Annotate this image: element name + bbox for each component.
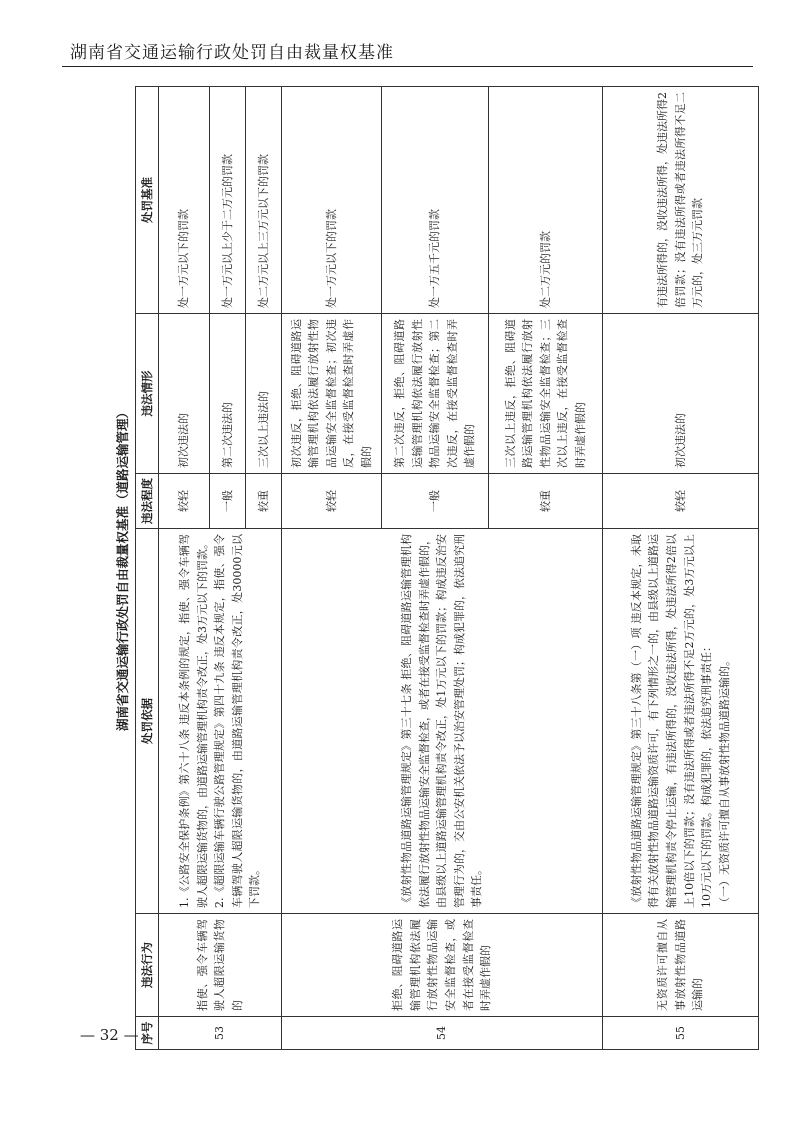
penalty-cell: 处一万元以下的罚款 xyxy=(282,87,382,314)
act-cell: 无资质许可擅自从事放射性物品道路运输的 xyxy=(603,914,759,1017)
penalty-cell: 处一万元以上少于二万元的罚款 xyxy=(210,87,246,314)
situation-cell: 初次违法的 xyxy=(159,314,210,474)
seq-cell: 54 xyxy=(282,1017,603,1050)
basis-paragraph: 2.《超限运输车辆行驶公路管理规定》第四十九条 违反本规定，指使、强令车辆驾驶人超限运输货物的，由道路运输管理机构责令改正，处30000元以下罚款。 xyxy=(213,534,262,908)
seq-cell: 53 xyxy=(159,1017,282,1050)
basis-paragraph: （一）无资质许可擅自从事放射性物品道路运输的。 xyxy=(717,655,731,908)
rotated-table-block xyxy=(111,87,757,1050)
penalty-standard-table xyxy=(135,86,759,1050)
basis-cell xyxy=(603,529,759,914)
header-divider xyxy=(62,66,753,67)
table-title: 湖南省交通运输行政处罚自由裁量权基准（道路运输管理） xyxy=(115,406,130,732)
situation-cell: 第二次违反，拒绝、阻碍道路运输管理机构依法履行放射性物品运输安全监督检查；第二次违反，在接受监督检查时弄虚作假的 xyxy=(382,314,489,474)
situation-cell: 三次以上违法的 xyxy=(246,314,282,474)
basis-paragraph: 《放射性物品道路运输管理规定》第三十八条第（一）项 违反本规定，未取得有关放射性物品道路运输资质许可，有下列情形之一的，由县级以上道路运输管理机构责令停止运输，有违法所得的，没收违法所得，处违法所得2倍以上10倍以下的罚款；没有违法所得或者违法所得不足2万元的，处3万元以上10万元以下的罚款。构成犯罪的，依法追究刑事责任： xyxy=(629,534,714,908)
degree-cell: 较轻 xyxy=(603,474,759,529)
page-header-title: 湖南省交通运输行政处罚自由裁量权基准 xyxy=(70,43,394,63)
degree-cell: 较轻 xyxy=(159,474,210,529)
page-number: — 32 — xyxy=(80,1026,139,1044)
table-header-row xyxy=(136,87,159,1050)
col-header-basis: 处罚依据 xyxy=(136,529,159,914)
seq-cell: 55 xyxy=(603,1017,759,1050)
penalty-cell: 处一万五千元的罚款 xyxy=(382,87,489,314)
degree-cell: 较重 xyxy=(246,474,282,529)
act-cell: 指使、强令车辆驾驶人超限运输货物的 xyxy=(159,914,282,1017)
col-header-act: 违法行为 xyxy=(136,914,159,1017)
col-header-seq: 序号 xyxy=(136,1017,159,1050)
situation-cell: 第二次违法的 xyxy=(210,314,246,474)
penalty-cell: 有违法所得的，没收违法所得，处违法所得2倍罚款；没有违法所得或者违法所得不足二万元的，处三万元罚款 xyxy=(603,87,759,314)
penalty-cell: 处二万元的罚款 xyxy=(489,87,603,314)
situation-cell: 初次违反，拒绝、阻碍道路运输管理机构依法履行放射性物品运输安全监督检查；初次违反，在接受监督检查时弄虚作假的 xyxy=(282,314,382,474)
degree-cell: 一般 xyxy=(382,474,489,529)
basis-paragraph: 《放射性物品道路运输管理规定》第三十七条 拒绝、阻碍道路运输管理机构依法履行放射性物品运输安全监督检查，或者在接受监督检查时弄虚作假的，由县级以上道路运输管理机构责令改正，处1万元以下的罚款；构成违反治安管理行为的，交由公安机关依法予以治安管理处罚；构成犯罪的，依法追究刑事责任。 xyxy=(400,534,484,908)
basis-cell xyxy=(159,529,282,914)
col-header-situation: 违法情形 xyxy=(136,314,159,474)
situation-cell: 初次违法的 xyxy=(603,314,759,474)
table-row xyxy=(282,87,382,1050)
penalty-cell: 处一万元以下的罚款 xyxy=(159,87,210,314)
degree-cell: 较轻 xyxy=(282,474,382,529)
penalty-cell: 处二万元以上三万元以下的罚款 xyxy=(246,87,282,314)
situation-cell: 三次以上违反，拒绝、阻碍道路运输管理机构依法履行放射性物品运输安全监督检查；三次以上违反，在接受监督检查时弄虚作假的 xyxy=(489,314,603,474)
act-cell: 拒绝、阻碍道路运输管理机构依法履行放射性物品运输安全监督检查，或者在接受监督检查时弄虚作假的 xyxy=(282,914,603,1017)
col-header-penalty: 处罚基准 xyxy=(136,87,159,314)
basis-cell xyxy=(282,529,603,914)
basis-paragraph: 1.《公路安全保护条例》第六十八条 违反本条例的规定，指使、强令车辆驾驶人超限运输货物的，由道路运输管理机构责令改正，处3万元以下的罚款。 xyxy=(178,534,209,908)
col-header-degree: 违法程度 xyxy=(136,474,159,529)
degree-cell: 较重 xyxy=(489,474,603,529)
table-row xyxy=(603,87,759,1050)
degree-cell: 一般 xyxy=(210,474,246,529)
table-row xyxy=(159,87,210,1050)
